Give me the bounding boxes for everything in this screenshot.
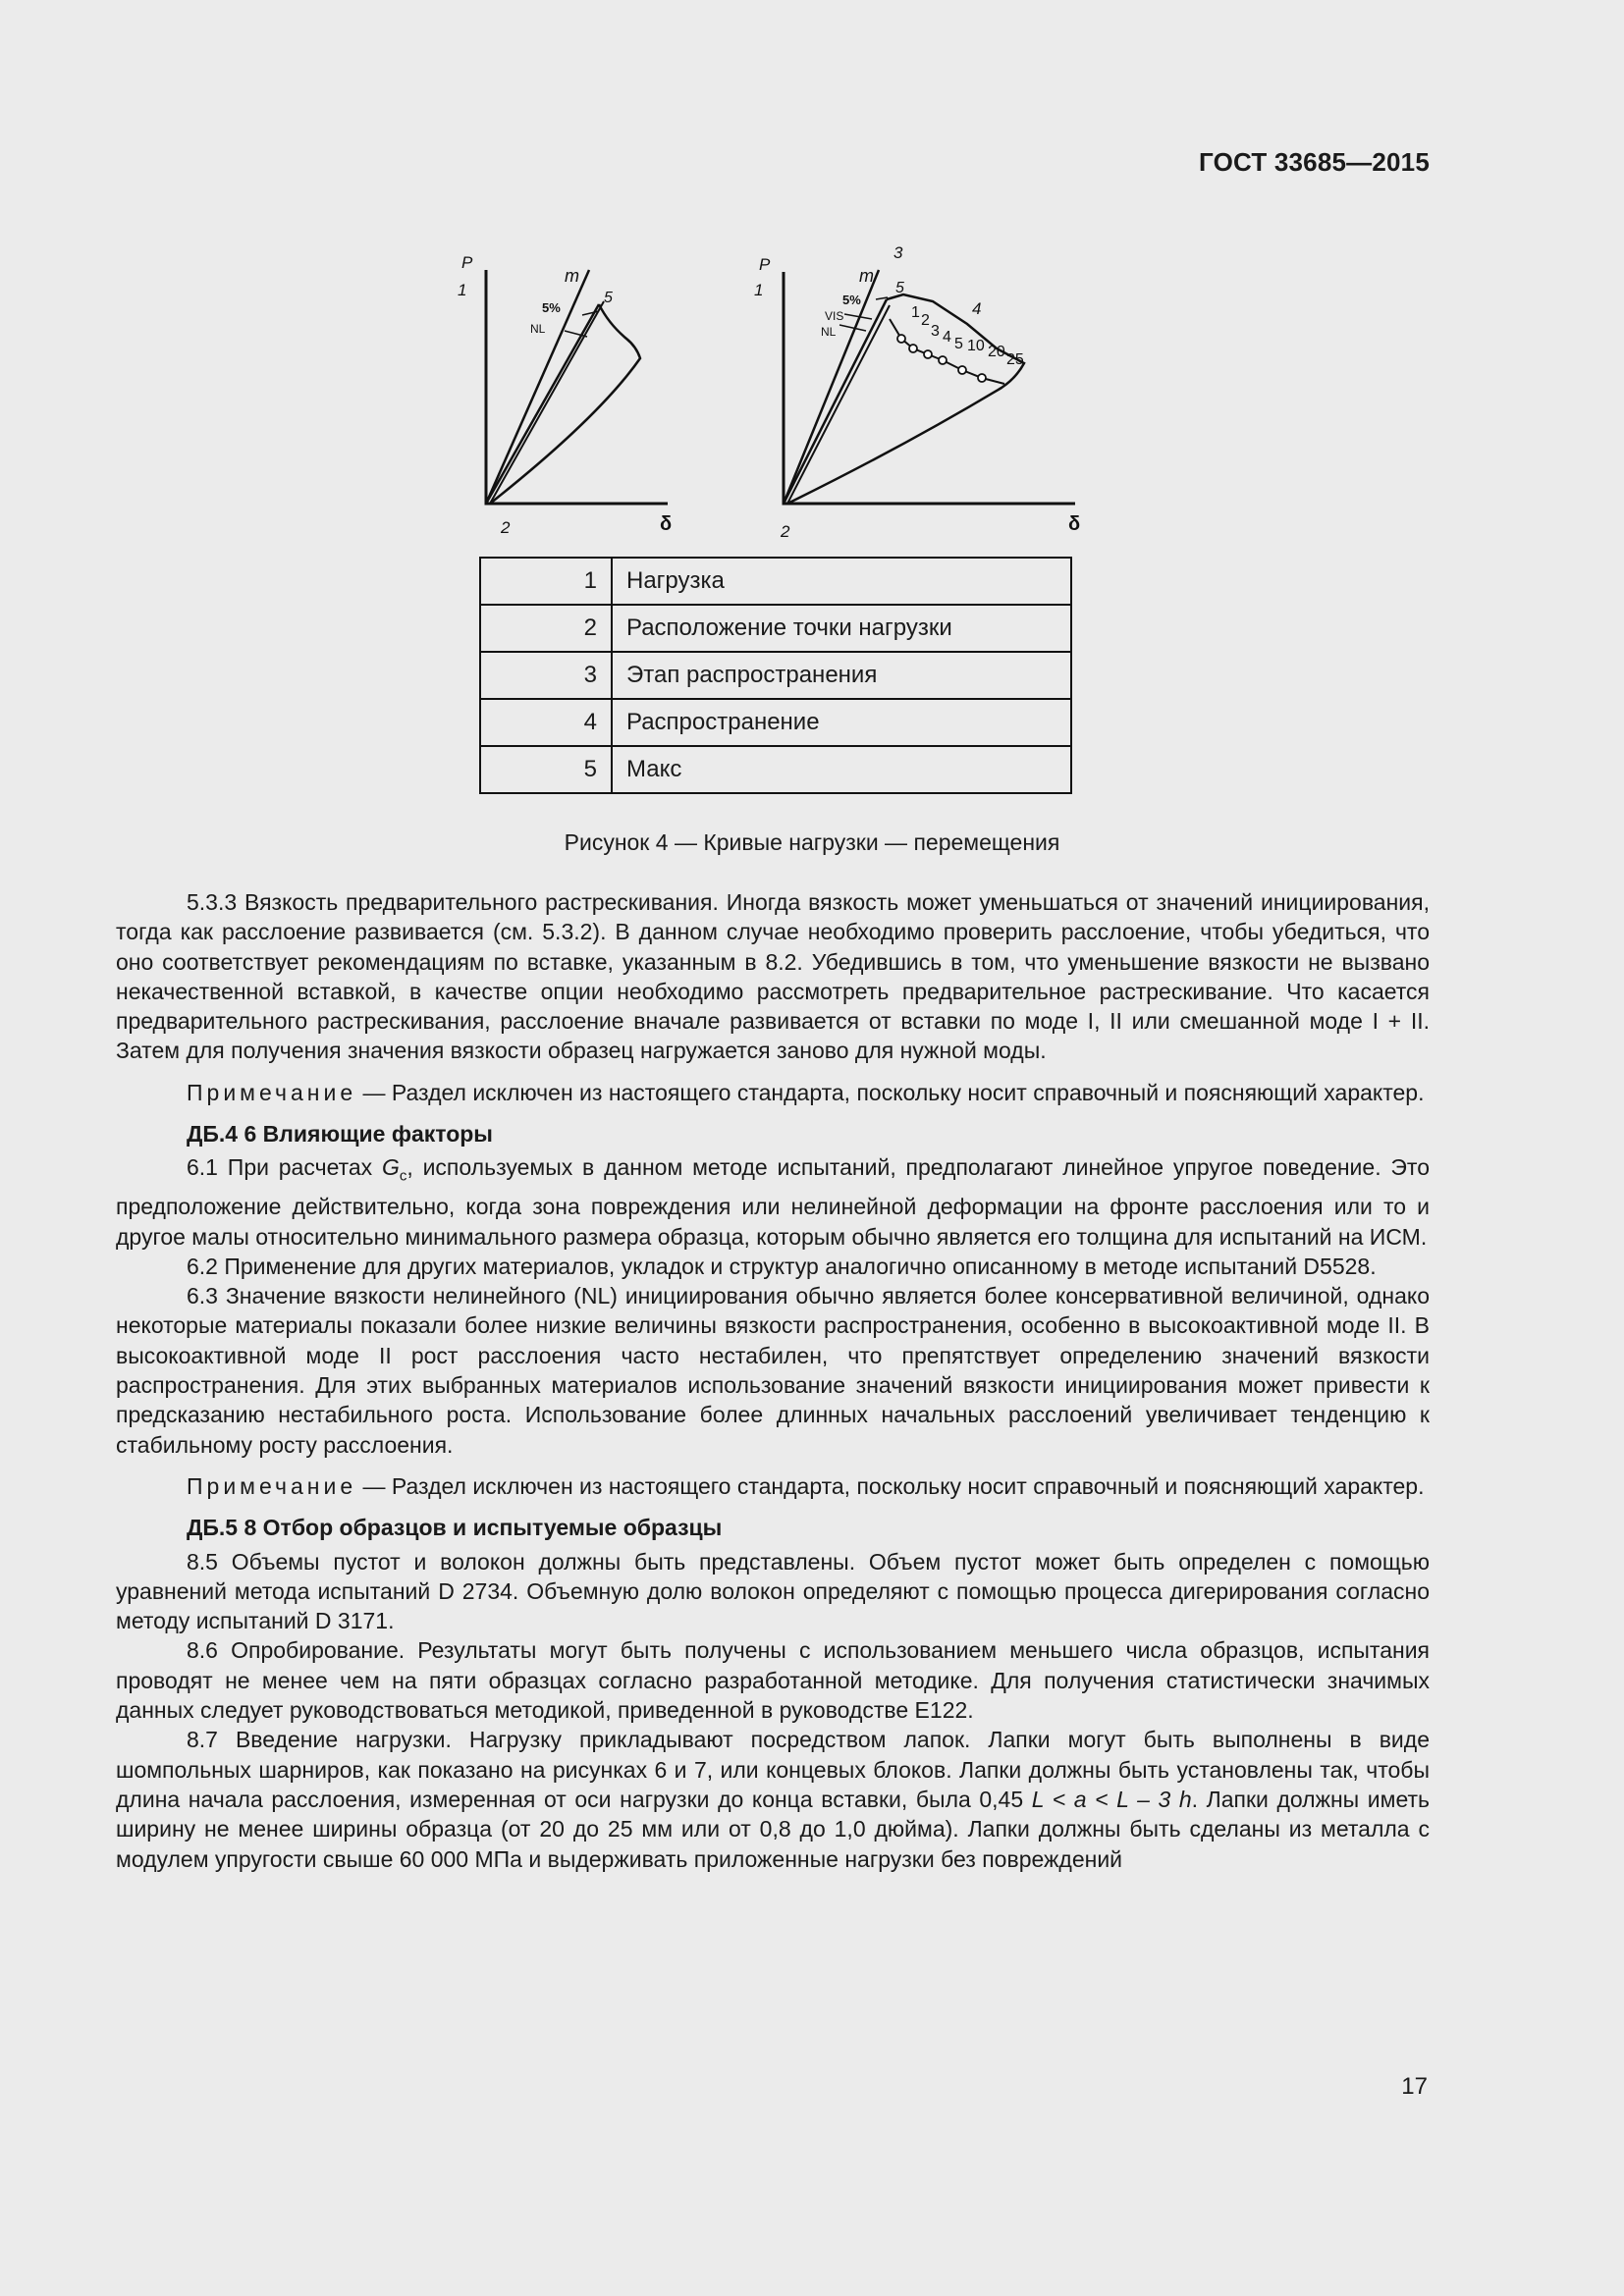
stage-marker — [939, 356, 947, 364]
left-y-axis-label: P — [461, 253, 473, 272]
figure-load-displacement — [432, 240, 1119, 555]
right-4-label: 4 — [972, 299, 982, 318]
legend-text: Расположение точки нагрузки — [612, 605, 1071, 652]
right-axes — [784, 272, 1075, 504]
paragraph-8-7 — [116, 1725, 1430, 1873]
right-plot — [784, 270, 1075, 504]
left-axes — [486, 270, 668, 504]
inequality: L < a < L – 3 h — [1031, 1786, 1192, 1812]
document-body — [116, 887, 1430, 1874]
left-m-label: m — [565, 266, 579, 286]
paragraph-6-3: 6.3 Значение вязкости нелинейного (NL) инициирования обычно является более консервативной величиной, однако некоторые материалы показали более низкие величины вязкости распространения, особенно в высокоактивной моде II. В высокоактивной моде II рост расслоения часто нестабилен, что препятствует определению значений вязкости распространения. Для этих выбранных материалов использование значений вязкости инициирования может привести к предсказанию нестабильного роста. Использование более длинных начальных расслоений увеличивает тенденцию к стабильному росту расслоения. — [116, 1283, 1430, 1458]
stage-label: 4 — [943, 329, 951, 346]
figure-legend-table — [479, 557, 1072, 794]
right-x-axis-number: 2 — [781, 522, 790, 541]
right-nl-label: NL — [821, 325, 837, 339]
paragraph-8-5: 8.5 Объемы пустот и волокон должны быть представлены. Объем пустот может быть определен с помощью уравнений метода испытаний D 2734. Объемную долю волокон определяют с помощью процесса дигерирования согласно методу испытаний D 3171. — [116, 1548, 1430, 1634]
stage-marker — [897, 335, 905, 343]
legend-row — [480, 605, 1071, 652]
legend-text: Нагрузка — [612, 558, 1071, 605]
right-3-label: 3 — [893, 243, 903, 262]
left-5-label: 5 — [604, 290, 613, 306]
note-paragraph — [116, 1471, 1430, 1501]
right-vis-label: VIS — [825, 309, 844, 323]
stage-label: 2 — [921, 312, 930, 329]
legend-text: Распространение — [612, 699, 1071, 746]
section-heading-db5: ДБ.5 8 Отбор образцов и испытуемые образцы — [187, 1515, 723, 1541]
right-y-axis-label: P — [759, 255, 771, 274]
stage-label: 1 — [911, 304, 920, 321]
paragraph-5-3-3: 5.3.3 Вязкость предварительного растрескивания. Иногда вязкость может уменьшаться от значений инициирования, тогда как расслоение развивается (см. 5.3.2). В данном случае необходимо проверить расслоение, чтобы убедиться, что оно соответствует рекомендациям по вставке, указанным в 8.2. Убедившись в том, что уменьшение вязкости не вызвано некачественной вставкой, в качестве опции необходимо рассмотреть предварительное растрескивание. Что касается предварительного растрескивания, расслоение вначале развивается от вставки по моде I, II или смешанной моде I + II. Затем для получения значения вязкости образец нагружается заново для нужной моды. — [116, 889, 1430, 1064]
left-nl-label: NL — [530, 322, 546, 336]
symbol-g-subscript: c — [399, 1167, 407, 1185]
stage-label: 20 — [988, 344, 1005, 360]
p61-start: 6.1 При расчетах — [187, 1154, 382, 1181]
figure-caption: Рисунок 4 — Кривые нагрузки — перемещения — [564, 829, 1060, 855]
legend-number: 4 — [480, 699, 612, 746]
stage-label: 3 — [931, 323, 940, 340]
page-number: 17 — [1401, 2073, 1428, 2100]
legend-row — [480, 746, 1071, 793]
legend-number: 3 — [480, 652, 612, 699]
paragraph-8-6: 8.6 Опробирование. Результаты могут быть получены с использованием меньшего числа образцов, испытания проводят не менее чем на пяти образцах согласно разработанной методике. Для получения статистически значимых данных следует руководствоваться методикой, приведенной в руководстве E122. — [116, 1637, 1430, 1724]
left-plot — [486, 270, 668, 504]
note-label: Примечание — [187, 1472, 357, 1499]
stage-marker — [978, 374, 986, 382]
stage-marker — [924, 350, 932, 358]
p87-start: 8.7 Введение нагрузки. Нагрузку прикладывают посредством лапок. Лапки могут быть выполнены в виде шомпольных шарниров, как показано на рисунках 6 и 7, или концевых блоков. Лапки должны быть установлены так, чтобы длина начала расслоения, измеренная от оси нагрузки до конца вставки, была 0,45 — [116, 1727, 1430, 1812]
stage-marker — [958, 366, 966, 374]
standard-header: ГОСТ 33685—2015 — [1199, 147, 1430, 177]
right-5pct-line — [787, 305, 890, 504]
left-x-axis-label: δ — [660, 513, 673, 535]
legend-number: 2 — [480, 605, 612, 652]
p61-end: , используемых в данном методе испытаний, предполагают линейное упругое поведение. Это предположение действительно, когда зона повреждения или нелинейной деформации на фронте расслоения или то и другое малы относительно минимального размера образца, которым обычно является его толщина для испытаний на ИСМ. — [116, 1154, 1430, 1250]
legend-number: 5 — [480, 746, 612, 793]
stage-marker — [909, 345, 917, 352]
left-5pct-label: 5% — [542, 300, 561, 315]
right-5pct-label: 5% — [842, 293, 861, 307]
legend-text: Макс — [612, 746, 1071, 793]
right-y-axis-number: 1 — [754, 281, 764, 299]
left-unload-curve — [490, 304, 640, 504]
section-heading-db4: ДБ.4 6 Влияющие факторы — [187, 1121, 493, 1148]
load-displacement-curves — [432, 240, 1119, 555]
paragraph-6-2: 6.2 Применение для других материалов, укладок и структур аналогично описанному в методе испытаний D5528. — [187, 1253, 1377, 1279]
p87-end: . Лапки должны иметь ширину не менее ширины образца (от 20 до 25 мм или от 0,8 до 1,0 дюйма). Лапки должны быть сделаны из металла с модулем упругости свыше 60 000 МПа и выдерживать приложенные нагрузки без повреждений — [116, 1786, 1430, 1872]
right-max-line — [784, 270, 879, 504]
note-text: — Раздел исключен из настоящего стандарта, поскольку носит справочный и поясняющий характер. — [356, 1472, 1425, 1499]
note-paragraph — [116, 1078, 1430, 1107]
right-x-axis-label: δ — [1068, 513, 1081, 535]
note-text: — Раздел исключен из настоящего стандарта, поскольку носит справочный и поясняющий характер. — [356, 1079, 1425, 1105]
left-5pct-line — [490, 301, 604, 504]
legend-text: Этап распространения — [612, 652, 1071, 699]
stage-label: 10 — [967, 338, 985, 354]
legend-row — [480, 699, 1071, 746]
stage-label: 25 — [1006, 351, 1024, 368]
legend-row — [480, 652, 1071, 699]
legend-number: 1 — [480, 558, 612, 605]
stage-label: 5 — [954, 336, 963, 352]
paragraph-6-1 — [116, 1152, 1430, 1251]
left-max-line — [486, 270, 589, 504]
note-label: Примечание — [187, 1079, 357, 1105]
right-m-label: m — [859, 266, 874, 286]
symbol-g: G — [381, 1154, 400, 1181]
right-nl-leader — [839, 325, 866, 331]
left-x-axis-number: 2 — [501, 518, 511, 537]
legend-row — [480, 558, 1071, 605]
left-y-axis-number: 1 — [458, 281, 467, 299]
right-5-label: 5 — [895, 280, 904, 296]
